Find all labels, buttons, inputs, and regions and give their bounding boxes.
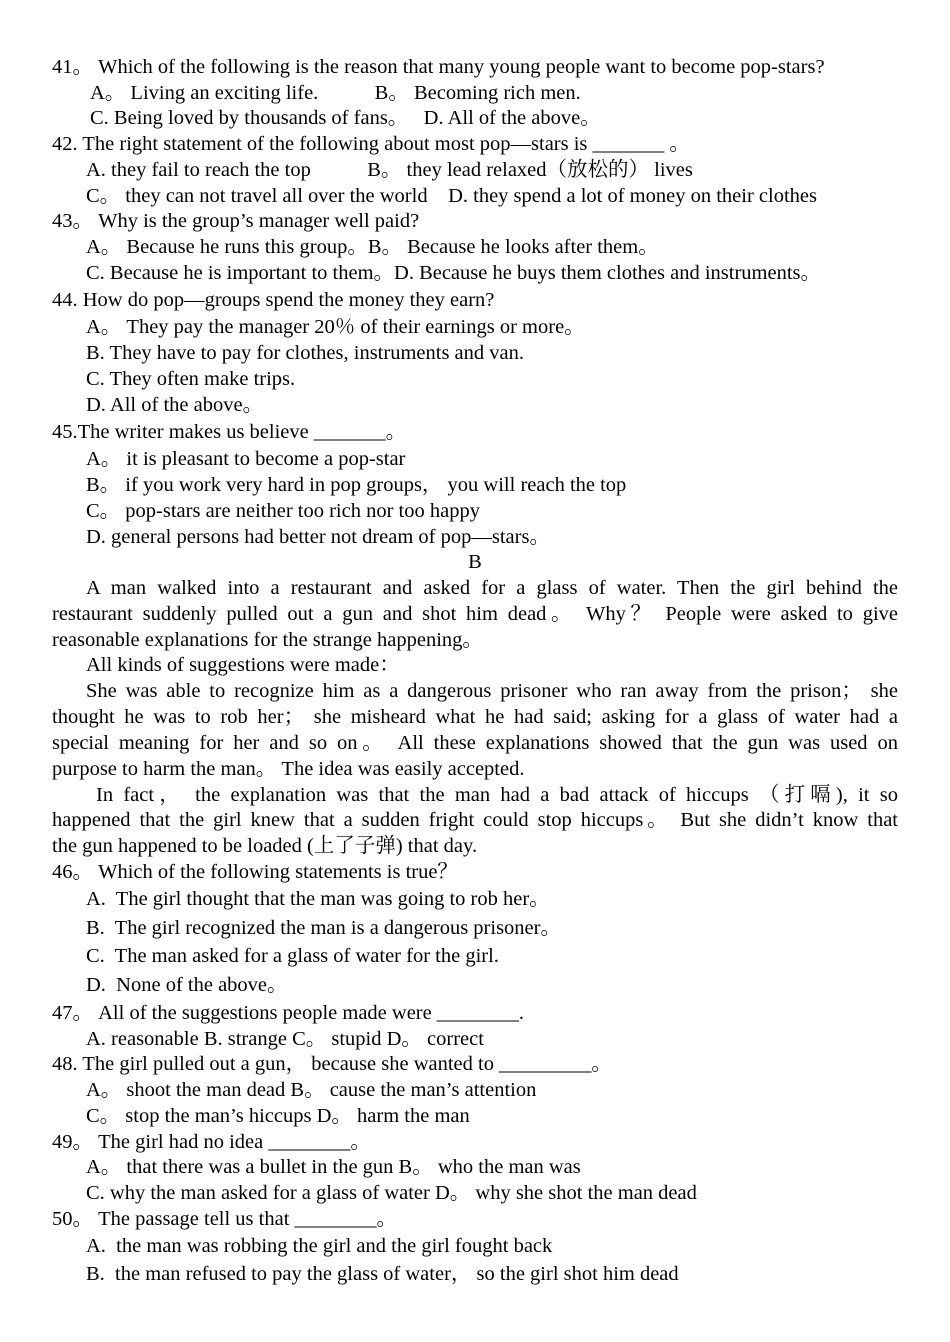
passage-p3-line1: She was able to recognize him as a dangerous prisoner who ran away from the prison； she xyxy=(86,680,898,702)
passage-p4-line3: the gun happened to be loaded (上了子弹) that day. xyxy=(52,835,478,857)
question-46-option-d: D. None of the above。 xyxy=(86,974,288,996)
question-44-stem: 44. How do pop—groups spend the money they earn? xyxy=(52,289,495,311)
question-50-stem: 50。 The passage tell us that ________。 xyxy=(52,1208,398,1230)
section-b-heading: B xyxy=(468,551,482,573)
passage-p3-line3: special meaning for her and so on。 All these explanations showed that the gun was used on xyxy=(52,732,898,754)
question-49-options-cd: C. why the man asked for a glass of water D。 why she shot the man dead xyxy=(86,1182,697,1204)
question-44-option-b: B. They have to pay for clothes, instruments and van. xyxy=(86,342,524,364)
question-49-options-ab: A。 that there was a bullet in the gun B。 who the man was xyxy=(86,1156,581,1178)
question-47-stem: 47。 All of the suggestions people made were ________. xyxy=(52,1002,524,1024)
passage-p1-line3: reasonable explanations for the strange happening。 xyxy=(52,629,483,651)
question-44-option-c: C. They often make trips. xyxy=(86,368,296,390)
question-43-options-cd: C. Because he is important to them。D. Because he buys them clothes and instruments。 xyxy=(86,262,822,284)
passage-p1-line1: A man walked into a restaurant and asked for a glass of water. Then the girl behind the xyxy=(86,577,898,599)
question-42-options-cd: C。 they can not travel all over the world D. they spend a lot of money on their clothes xyxy=(86,185,817,207)
passage-p2: All kinds of suggestions were made： xyxy=(86,654,400,676)
passage-p3-line2: thought he was to rob her； she misheard what he had said; asking for a glass of water had a xyxy=(52,706,898,728)
question-49-stem: 49。 The girl had no idea ________。 xyxy=(52,1131,371,1153)
question-46-option-a: A. The girl thought that the man was going to rob her。 xyxy=(86,888,550,910)
question-48-options-cd: C。 stop the man’s hiccups D。 harm the man xyxy=(86,1105,470,1127)
question-41-stem: 41。 Which of the following is the reason that many young people want to become pop-stars? xyxy=(52,56,825,78)
question-47-options: A. reasonable B. strange C。 stupid D。 correct xyxy=(86,1028,484,1050)
question-44-option-d: D. All of the above。 xyxy=(86,394,264,416)
question-45-stem: 45.The writer makes us believe _______。 xyxy=(52,421,407,443)
passage-p4-line1: In fact， the explanation was that the man had a bad attack of hiccups （打嗝), it so xyxy=(96,784,898,806)
question-45-option-d: D. general persons had better not dream of pop—stars。 xyxy=(86,526,550,548)
question-48-stem: 48. The girl pulled out a gun， because she wanted to _________。 xyxy=(52,1053,612,1075)
passage-p1-line2: restaurant suddenly pulled out a gun and shot him dead。 Why？ People were asked to give xyxy=(52,603,898,625)
question-48-options-ab: A。 shoot the man dead B。 cause the man’s attention xyxy=(86,1079,537,1101)
question-46-option-b: B. The girl recognized the man is a dangerous prisoner。 xyxy=(86,917,561,939)
question-42-options-ab: A. they fail to reach the top B。 they lead relaxed（放松的） lives xyxy=(86,159,693,181)
question-50-option-b: B. the man refused to pay the glass of water， so the girl shot him dead xyxy=(86,1263,679,1285)
question-46-stem: 46。 Which of the following statements is true？ xyxy=(52,861,458,883)
question-43-options-ab: A。 Because he runs this group。B。 Because he looks after them。 xyxy=(86,236,659,258)
question-46-option-c: C. The man asked for a glass of water for the girl. xyxy=(86,945,499,967)
passage-p4-line2: happened that the girl knew that a sudden fright could stop hiccups。 But she didn’t know that xyxy=(52,809,898,831)
question-43-stem: 43。 Why is the group’s manager well paid? xyxy=(52,210,420,232)
question-45-option-b: B。 if you work very hard in pop groups， you will reach the top xyxy=(86,474,627,496)
question-41-options-cd: C. Being loved by thousands of fans。 D. All of the above。 xyxy=(90,107,601,129)
question-50-option-a: A. the man was robbing the girl and the girl fought back xyxy=(86,1235,553,1257)
question-45-option-c: C。 pop-stars are neither too rich nor too happy xyxy=(86,500,480,522)
passage-p3-line4: purpose to harm the man。 The idea was easily accepted. xyxy=(52,758,525,780)
question-42-stem: 42. The right statement of the following about most pop—stars is _______ 。 xyxy=(52,133,690,155)
question-41-options-ab: A。 Living an exciting life. B。 Becoming rich men. xyxy=(90,82,581,104)
question-45-option-a: A。 it is pleasant to become a pop-star xyxy=(86,448,406,470)
question-44-option-a: A。 They pay the manager 20％ of their earnings or more。 xyxy=(86,316,585,338)
